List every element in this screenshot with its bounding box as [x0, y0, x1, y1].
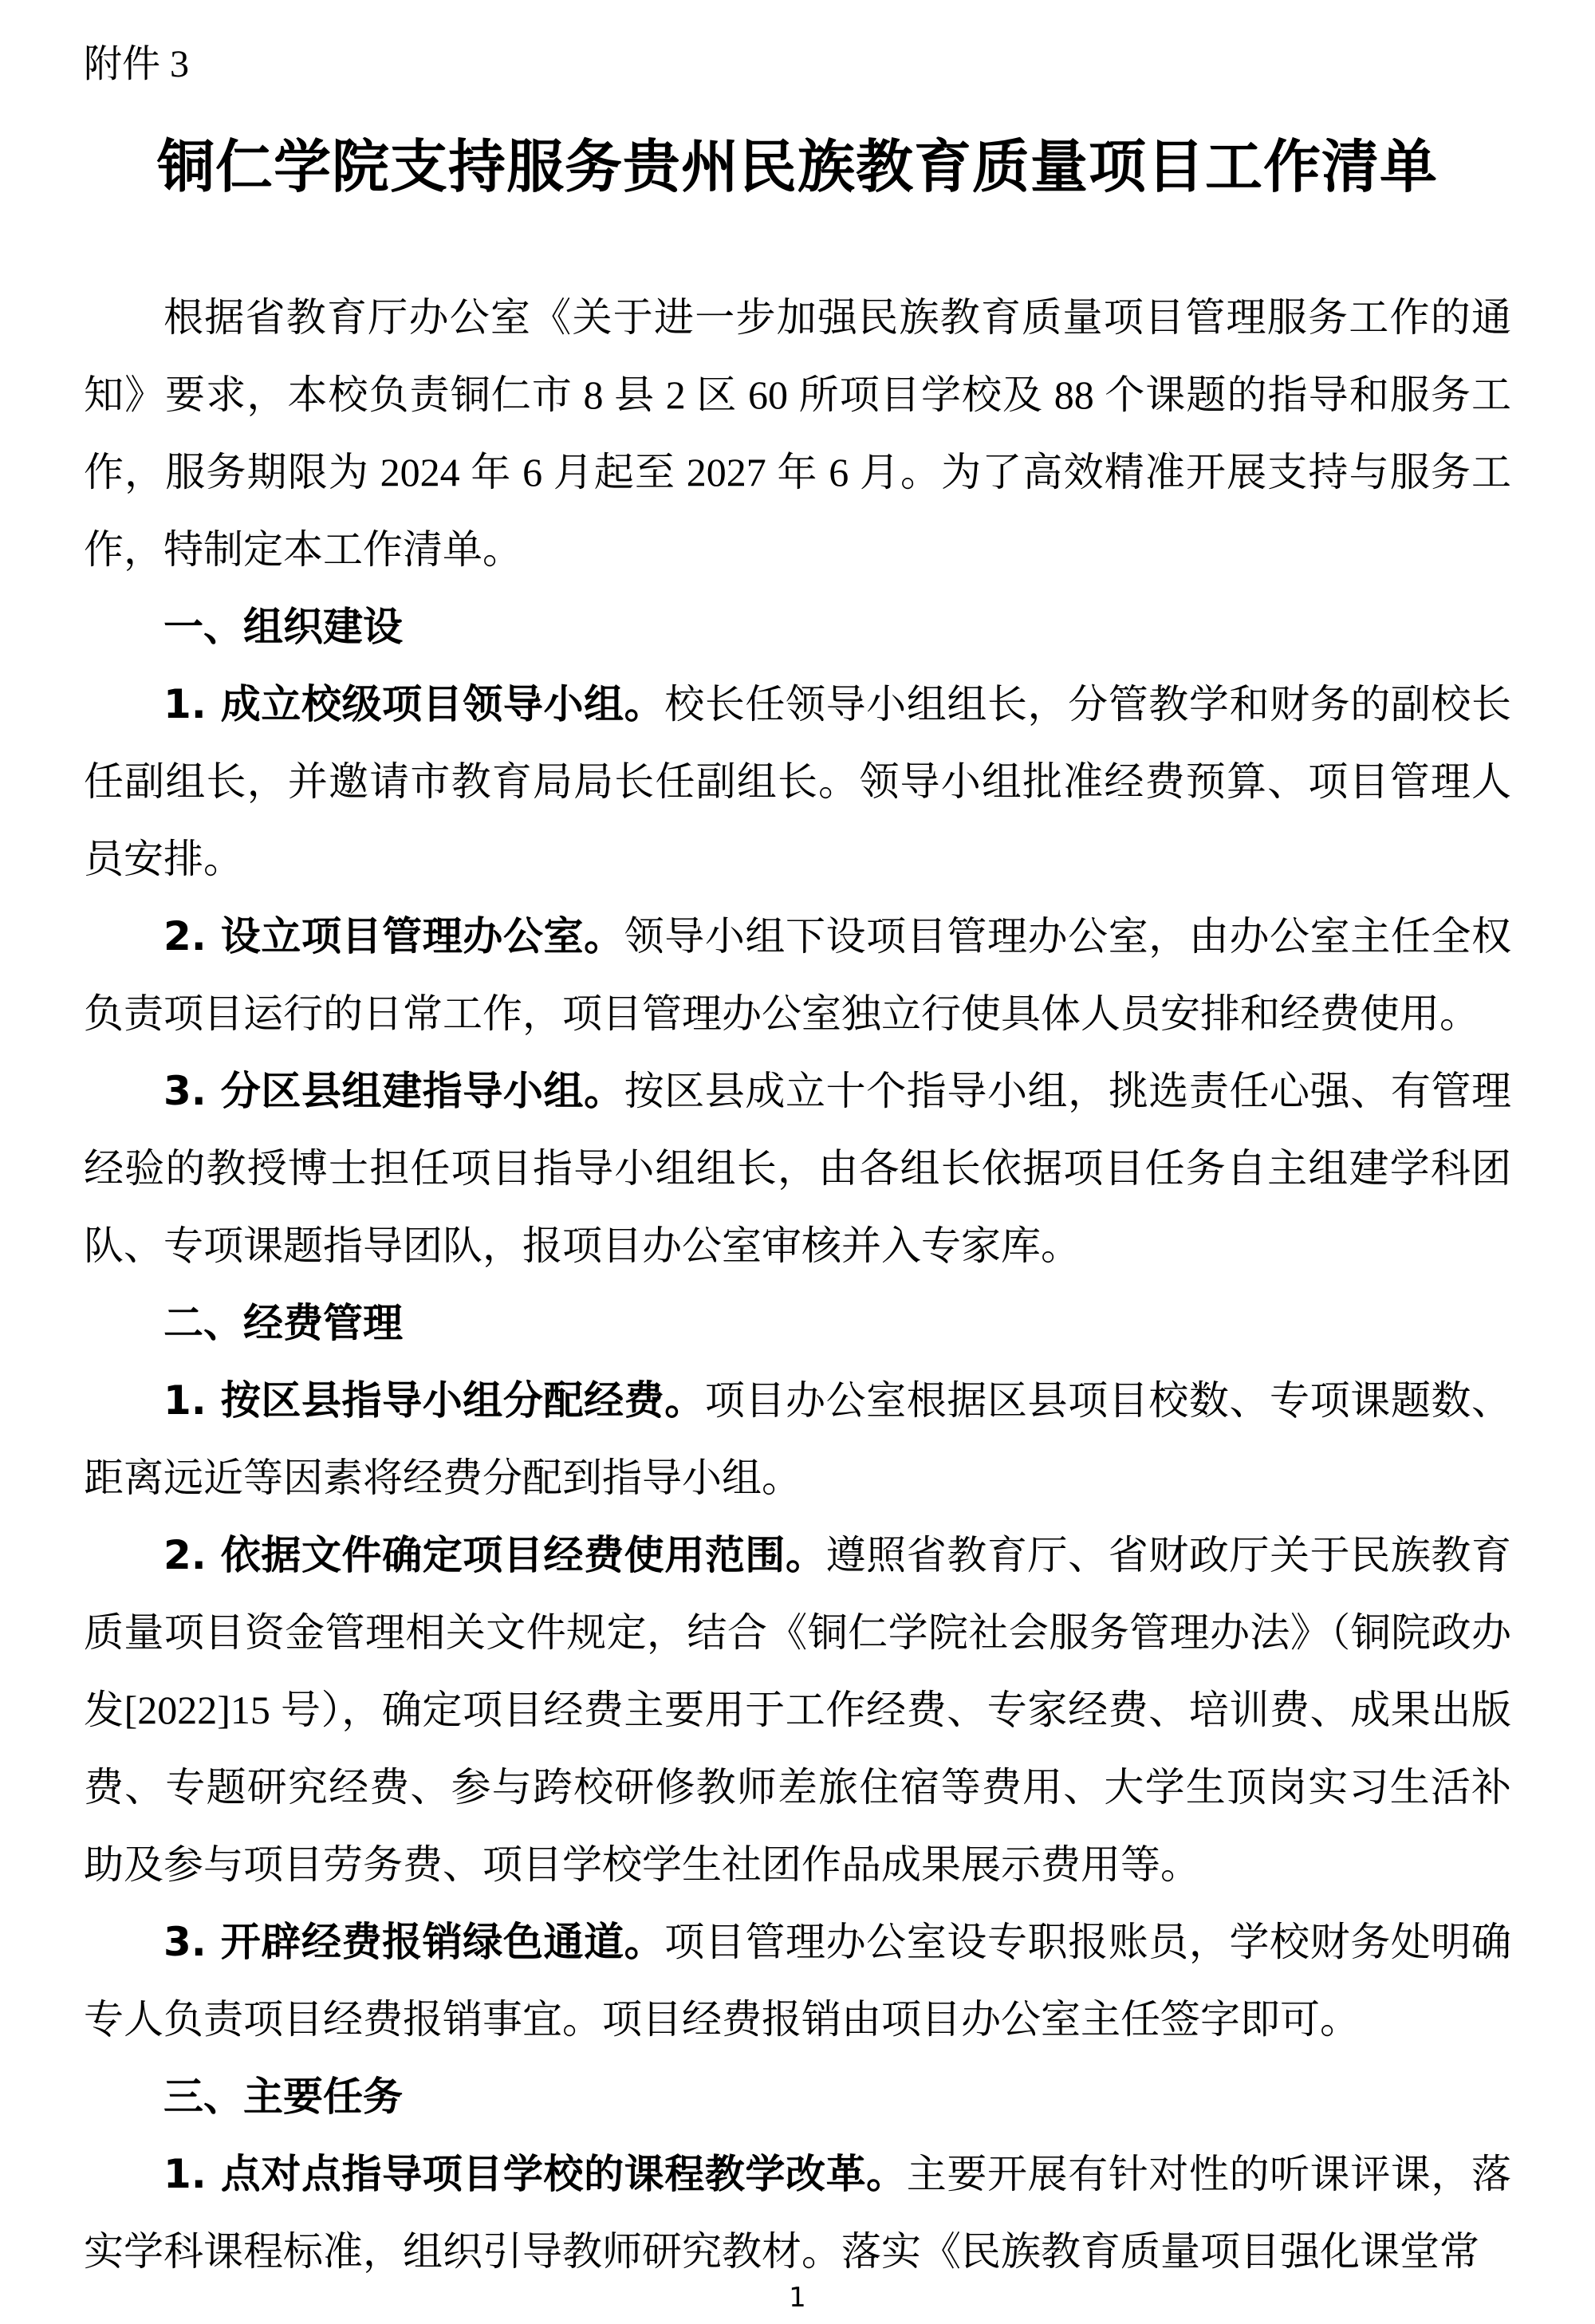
item-lead: 3. 开辟经费报销绿色通道。	[163, 1918, 665, 1965]
item-lead: 1. 点对点指导项目学校的课程教学改革。	[163, 2150, 907, 2197]
item-lead: 2. 设立项目管理办公室。	[163, 912, 624, 959]
item-lead: 3. 分区县组建指导小组。	[163, 1067, 624, 1114]
section-heading-funding: 二、经费管理	[163, 1299, 403, 1346]
item-lead: 1. 成立校级项目领导小组。	[163, 680, 665, 727]
item-lead: 1. 按区县指导小组分配经费。	[163, 1377, 705, 1424]
list-item	[84, 1053, 1511, 1285]
intro-paragraph: 根据省教育厅办公室《关于进一步加强民族教育质量项目管理服务工作的通知》要求，本校负责铜仁市 8 县 2 区 60 所项目学校及 88 个课题的指导和服务工作，服务期限为 2024 年 6 月起至 2027 年 6 月。为了高效精准开展支持与服务工作，特制定本工作清单。	[84, 294, 1511, 572]
document-title: 铜仁学院支持服务贵州民族教育质量项目工作清单	[156, 133, 1438, 201]
item-body: 主要开展有针对性的听课评课，落实学科课程标准，组织引导教师研究教材。落实《民族教育质量项目强化课堂常	[84, 2151, 1511, 2274]
item-body: 按区县成立十个指导小组，挑选责任心强、有管理经验的教授博士担任项目指导小组组长，由各组长依据项目任务自主组建学科团队、专项课题指导团队，报项目办公室审核并入专家库。	[84, 1068, 1511, 1268]
item-body: 项目管理办公室设专职报账员，学校财务处明确专人负责项目经费报销事宜。项目经费报销由项目办公室主任签字即可。	[84, 1919, 1511, 2042]
item-body: 项目办公室根据区县项目校数、专项课题数、距离远近等因素将经费分配到指导小组。	[84, 1377, 1511, 1500]
list-item	[84, 1517, 1511, 1904]
item-body: 校长任领导小组组长，分管教学和财务的副校长任副组长，并邀请市教育局局长任副组长。领导小组批准经费预算、项目管理人员安排。	[84, 681, 1511, 881]
list-item	[84, 2136, 1511, 2291]
list-item	[84, 898, 1511, 1053]
list-item	[84, 1362, 1511, 1517]
section-heading-main-tasks: 三、主要任务	[163, 2073, 403, 2120]
item-body: 领导小组下设项目管理办公室，由办公室主任全权负责项目运行的日常工作，项目管理办公室独立行使具体人员安排和经费使用。	[84, 913, 1511, 1036]
item-body: 遵照省教育厅、省财政厅关于民族教育质量项目资金管理相关文件规定，结合《铜仁学院社会服务管理办法》（铜院政办发[2022]15 号），确定项目经费主要用于工作经费、专家经费、培训费、成果出版费、专题研究经费、参与跨校研修教师差旅住宿等费用、大学生顶岗实习生活补助及参与项目劳务费、项目学校学生社团作品成果展示费用等。	[84, 1532, 1511, 1887]
page-number: 1	[789, 2282, 806, 2314]
attachment-label: 附件 3	[84, 43, 190, 85]
list-item	[84, 1904, 1511, 2058]
list-item	[84, 666, 1511, 898]
section-heading-organization: 一、组织建设	[163, 603, 403, 650]
item-lead: 2. 依据文件确定项目经费使用范围。	[163, 1531, 826, 1578]
